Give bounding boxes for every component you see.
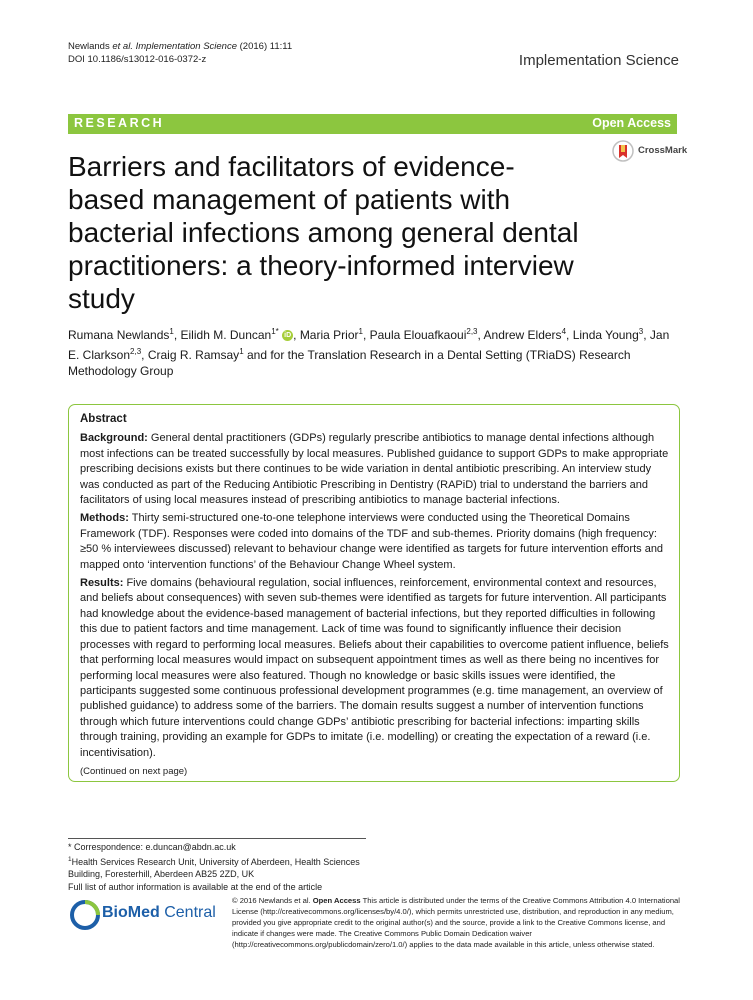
article-title: Barriers and facilitators of evidence-based management of patients with bacterial infections among general dental practitioners: a theory-informed interview study bbox=[68, 151, 579, 314]
author: Eilidh M. Duncan$^{1*}$ iD bbox=[180, 327, 292, 342]
biomed-central-logo: BioMed Central bbox=[70, 898, 220, 930]
biomed-central-icon bbox=[70, 900, 100, 930]
abstract-box bbox=[68, 404, 680, 782]
abstract-results: Results: Five domains (behavioural regulation, social influences, reinforcement, environmental context and resources, and beliefs about consequences) with seven sub-themes were identified as targets for future intervention. All participants had knowledge about the evidence-based management of bacterial infections, but they reported difficulties in following this due to patient factors and time management. Lack of time was found to significantly influence their decision processes with regard to performing local measures. Beliefs about their capabilities to overcome patient influence, beliefs that performing local measures would impact on subsequent appointment times as well as there being no incentives for performing local measures were also featured. Though no knowledge or basic skills issues were identified, the participants suggested some continuous professional development programmes (e.g. time management, an overview of published guidance) to address some of the barriers. The domain results suggest a number of intervention functions through which future interventions could change GDPs’ antibiotic prescribing for bacterial infections: imparting skills through training, providing an example for GDPs to imitate (i.e. modelling) or creating the expectation of a reward (i.e. incentivisation). bbox=[80, 577, 669, 759]
doi: DOI 10.1186/s13012-016-0372-z bbox=[68, 54, 207, 65]
abstract-content bbox=[80, 412, 670, 779]
affiliation: $^1$Health Services Research Unit, University of Aberdeen, Health Sciences Building, Foresterhill, Aberdeen AB25 2ZD, UK bbox=[68, 855, 360, 879]
citation-line: Newlands et al. Implementation Science (2016) 11:11 bbox=[68, 41, 293, 52]
license-text: © 2016 Newlands et al. Open Access This article is distributed under the terms of the Creative Commons Attribution 4.0 International License (http://creativecommons.org/licenses/by/4.0/), which permits unrestricted use, distribution, and reproduction in any medium, provided you give appropriate credit to the original author(s) and the source, provide a link to the Creative Commons license, and indicate if changes were made. The Creative Commons Public Domain Dedication waiver (http://creativecommons.org/publicdomain/zero/1.0/) applies to the data made available in this article, unless otherwise stated. bbox=[232, 896, 680, 949]
section-label: RESEARCH bbox=[74, 116, 165, 130]
journal-name: Implementation Science bbox=[518, 52, 679, 69]
citation-header bbox=[68, 40, 292, 66]
section-banner bbox=[68, 114, 677, 134]
abstract-methods: Methods: Thirty semi-structured one-to-one telephone interviews were conducted using the Theoretical Domains Framework (TDF). Responses were coded into domains of the TDF and sub-themes. Priority domains (high frequency: ≥50 % interviewees discussed) relevant to behaviour change were identified as targets for future intervention efforts and mapped onto ‘intervention functions’ of the Behaviour Change Wheel system. bbox=[80, 512, 664, 571]
abstract-heading: Abstract bbox=[80, 413, 127, 425]
author-info-note: Full list of author information is available at the end of the article bbox=[68, 881, 323, 892]
author: Craig R. Ramsay$^1$ bbox=[147, 346, 244, 362]
author-group: and for the Translation Research in a Dental Setting (TRiaDS) Research Methodology Group bbox=[68, 347, 631, 378]
crossmark-icon bbox=[612, 140, 634, 162]
author: Linda Young$^3$ bbox=[572, 327, 644, 342]
footnotes bbox=[68, 841, 388, 893]
abstract-background: Background: General dental practitioners (GDPs) regularly prescribe antibiotics to manage dental infections although most infections can be treated successfully by local measures. Published guidance to support GDPs to make appropriate prescribing decisions exists but there continues to be wide variation in dental antibiotic prescribing. An interview study was conducted as part of the Reducing Antibiotic Prescribing in Dentistry (RAPiD) trial to understand the barriers and facilitators of using local measures instead of prescribing antibiotics to manage bacterial infections. bbox=[80, 432, 669, 507]
author: Andrew Elders$^4$ bbox=[483, 327, 567, 342]
crossmark-label: CrossMark bbox=[638, 145, 688, 156]
crossmark-badge[interactable] bbox=[612, 140, 688, 164]
continued-note: (Continued on next page) bbox=[80, 765, 188, 777]
author: Paula Elouafkaoui$^{2,3}$ bbox=[369, 327, 478, 342]
open-access-label: Open Access bbox=[592, 116, 671, 130]
orcid-icon[interactable]: iD bbox=[284, 332, 292, 340]
author-list: Rumana Newlands$^1$, Eilidh M. Duncan$^{1*}$ iD , Maria Prior$^1$, Paula Elouafkaoui$^{2,3}$, Andrew Elders$^4$, Linda Young$^3$, Jan E. Clarkson$^{2,3}$, Craig R. Ramsay$^1$ and for the Translation Research in a Dental Setting (TRiaDS) Research Methodology Group bbox=[68, 327, 670, 378]
author: Jan E. Clarkson$^{2,3}$ bbox=[68, 328, 670, 362]
footnote-divider bbox=[68, 838, 366, 839]
author: Rumana Newlands$^1$ bbox=[68, 327, 174, 342]
correspondence: * Correspondence: e.duncan@abdn.ac.uk bbox=[68, 842, 236, 852]
author: Maria Prior$^1$ bbox=[299, 327, 363, 342]
